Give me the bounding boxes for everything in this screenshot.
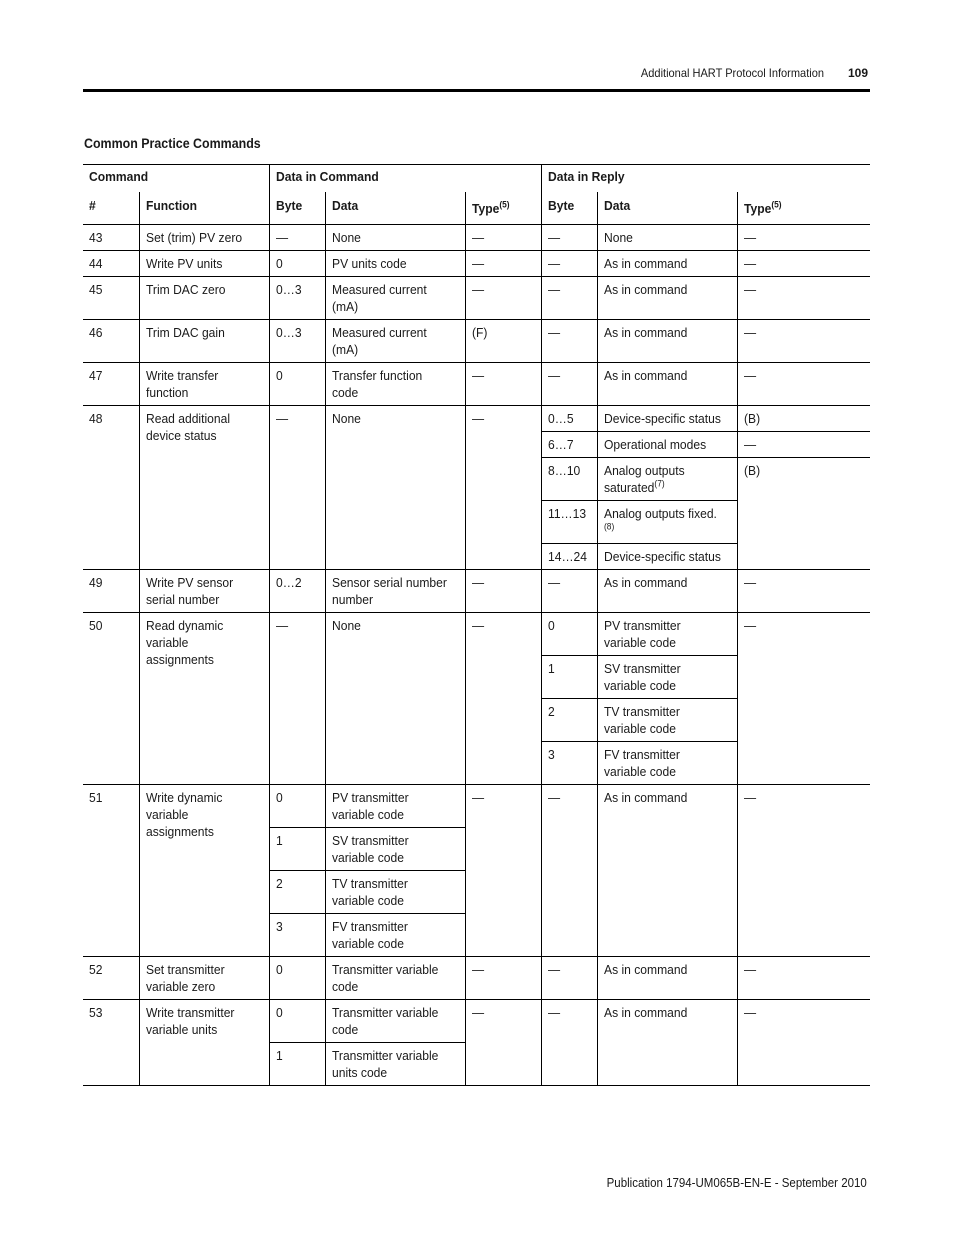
table-row — [83, 251, 870, 277]
cell-reply-type: (B) — [737, 406, 870, 432]
cell-reply-byte: 0 — [541, 613, 597, 656]
cell-number: 49 — [83, 570, 139, 613]
cell-cmd-data: TV transmitter variable code — [325, 871, 465, 914]
table-row — [83, 785, 870, 828]
cell-reply-type: — — [737, 613, 870, 785]
cell-reply-byte: — — [541, 277, 597, 320]
cell-cmd-data: Transmitter variable code — [325, 1000, 465, 1043]
cell-cmd-data: FV transmitter variable code — [325, 914, 465, 957]
cell-reply-type: — — [737, 957, 870, 1000]
table-row — [83, 957, 870, 1000]
cell-reply-type: — — [737, 570, 870, 613]
cell-cmd-data: None — [325, 613, 465, 785]
cell-number: 52 — [83, 957, 139, 1000]
cell-reply-data: Analog outputs fixed.$^{(8)}$ — [597, 501, 737, 544]
cell-cmd-data: PV units code — [325, 251, 465, 277]
running-header-section: Additional HART Protocol Information — [640, 66, 824, 80]
header-rule — [83, 89, 870, 92]
cell-reply-data: SV transmitter variable code — [597, 656, 737, 699]
cell-cmd-type: — — [465, 406, 541, 570]
cell-reply-data: Operational modes — [597, 432, 737, 458]
cell-reply-data: FV transmitter variable code — [597, 742, 737, 785]
cell-cmd-byte: 0 — [269, 785, 325, 828]
cell-cmd-byte: 0 — [269, 1000, 325, 1043]
footnote-ref: (8) — [603, 521, 614, 532]
page-number: 109 — [847, 66, 868, 80]
table-row — [83, 363, 870, 406]
cell-number: 45 — [83, 277, 139, 320]
col-header-cmd-type: Type$^{(5)}$ — [465, 192, 541, 225]
cell-number: 46 — [83, 320, 139, 363]
cell-function: Set (trim) PV zero — [139, 225, 269, 251]
cell-reply-data: As in command — [597, 1000, 737, 1086]
publication-footer: Publication 1794-UM065B-EN-E - September 2010 — [606, 1176, 867, 1190]
cell-reply-byte: — — [541, 957, 597, 1000]
col-header-cmd-byte: Byte — [269, 192, 325, 225]
cell-reply-type: — — [737, 277, 870, 320]
cell-cmd-data: SV transmitter variable code — [325, 828, 465, 871]
cell-cmd-byte: 0 — [269, 957, 325, 1000]
cell-reply-byte: 8…10 — [541, 458, 597, 501]
col-header-reply-type: Type$^{(5)}$ — [737, 192, 870, 225]
cell-cmd-type: — — [465, 957, 541, 1000]
cell-reply-byte: 0…5 — [541, 406, 597, 432]
cell-reply-byte: 14…24 — [541, 544, 597, 570]
cell-reply-type: — — [737, 225, 870, 251]
cell-reply-type: — — [737, 363, 870, 406]
col-header-function: Function — [139, 192, 269, 225]
cell-cmd-data: Measured current (mA) — [325, 277, 465, 320]
cell-cmd-data: Transmitter variable code — [325, 957, 465, 1000]
cell-number: 48 — [83, 406, 139, 570]
table-title: Common Practice Commands — [84, 136, 261, 151]
cell-reply-byte: — — [541, 225, 597, 251]
cell-reply-type: — — [737, 320, 870, 363]
cell-reply-data: As in command — [597, 320, 737, 363]
cell-reply-data: None — [597, 225, 737, 251]
cell-number: 47 — [83, 363, 139, 406]
col-header-cmd-data: Data — [325, 192, 465, 225]
table-row — [83, 320, 870, 363]
cell-cmd-data: Sensor serial number number — [325, 570, 465, 613]
cell-reply-byte: 2 — [541, 699, 597, 742]
cell-reply-byte: — — [541, 1000, 597, 1086]
cell-function: Trim DAC zero — [139, 277, 269, 320]
cell-function: Write PV units — [139, 251, 269, 277]
group-header-command: Command — [83, 165, 269, 193]
cell-reply-data: Analog outputs saturated$^{(7)}$ — [597, 458, 737, 501]
cell-reply-data: As in command — [597, 251, 737, 277]
cell-cmd-byte: 0…3 — [269, 320, 325, 363]
table-row — [83, 570, 870, 613]
table-row — [83, 1000, 870, 1043]
cell-cmd-type: — — [465, 1000, 541, 1086]
cell-function: Trim DAC gain — [139, 320, 269, 363]
cell-cmd-type: — — [465, 613, 541, 785]
cell-function: Read additional device status — [139, 406, 269, 570]
cell-function: Write transmitter variable units — [139, 1000, 269, 1086]
cell-cmd-byte: 1 — [269, 1043, 325, 1086]
table-row — [83, 277, 870, 320]
cell-reply-byte: — — [541, 363, 597, 406]
col-header-reply-data: Data — [597, 192, 737, 225]
cell-cmd-data: Transmitter variable units code — [325, 1043, 465, 1086]
cell-reply-byte: 1 — [541, 656, 597, 699]
col-header-number: # — [89, 198, 96, 213]
cell-reply-byte: 6…7 — [541, 432, 597, 458]
cell-cmd-type: — — [465, 251, 541, 277]
cell-cmd-type: — — [465, 363, 541, 406]
cmd-type-footnote-ref: (5) — [498, 199, 510, 210]
cell-cmd-data: Measured current (mA) — [325, 320, 465, 363]
cell-reply-data: As in command — [597, 785, 737, 957]
cell-cmd-byte: 0…2 — [269, 570, 325, 613]
group-header-row — [83, 165, 870, 193]
group-header-data-in-reply: Data in Reply — [541, 165, 870, 193]
cell-reply-byte: — — [541, 570, 597, 613]
cell-cmd-type: — — [465, 225, 541, 251]
cell-reply-byte: 11…13 — [541, 501, 597, 544]
cell-function: Read dynamic variable assignments — [139, 613, 269, 785]
cell-reply-data: Device-specific status — [597, 544, 737, 570]
footnote-ref: (7) — [653, 478, 665, 489]
cell-cmd-data: PV transmitter variable code — [325, 785, 465, 828]
cell-reply-type: — — [737, 432, 870, 458]
cell-reply-type: — — [737, 1000, 870, 1086]
cell-cmd-byte: 0 — [269, 363, 325, 406]
cell-number: 51 — [83, 785, 139, 957]
cell-cmd-byte: — — [269, 406, 325, 570]
cell-reply-type: — — [737, 251, 870, 277]
cell-number: 43 — [83, 225, 139, 251]
cell-reply-type: (B) — [737, 458, 870, 570]
cell-cmd-byte: — — [269, 225, 325, 251]
group-header-data-in-command: Data in Command — [269, 165, 541, 193]
cell-number: 44 — [83, 251, 139, 277]
cell-cmd-type: — — [465, 785, 541, 957]
cell-reply-byte: — — [541, 320, 597, 363]
column-header-row — [83, 192, 870, 225]
cell-reply-data: As in command — [597, 277, 737, 320]
cell-reply-data: Device-specific status — [597, 406, 737, 432]
cell-cmd-type: — — [465, 277, 541, 320]
cell-cmd-type: (F) — [465, 320, 541, 363]
cell-function: Write dynamic variable assignments — [139, 785, 269, 957]
cell-cmd-data: None — [325, 406, 465, 570]
cell-reply-byte: 3 — [541, 742, 597, 785]
cell-function: Write PV sensor serial number — [139, 570, 269, 613]
table-row — [83, 225, 870, 251]
cell-reply-byte: — — [541, 251, 597, 277]
cell-reply-byte: — — [541, 785, 597, 957]
cell-cmd-byte: 1 — [269, 828, 325, 871]
reply-type-footnote-ref: (5) — [770, 199, 782, 210]
cell-cmd-type: — — [465, 570, 541, 613]
cell-cmd-byte: 0 — [269, 251, 325, 277]
cell-cmd-byte: — — [269, 613, 325, 785]
col-header-reply-byte: Byte — [541, 192, 597, 225]
cell-reply-data: As in command — [597, 957, 737, 1000]
table-row — [83, 406, 870, 432]
cell-number: 53 — [83, 1000, 139, 1086]
common-practice-commands-table — [83, 164, 870, 1086]
cell-number: 50 — [83, 613, 139, 785]
cell-reply-type: — — [737, 785, 870, 957]
cell-cmd-byte: 0…3 — [269, 277, 325, 320]
cell-function: Set transmitter variable zero — [139, 957, 269, 1000]
cell-reply-data: PV transmitter variable code — [597, 613, 737, 656]
table-row — [83, 613, 870, 656]
cell-cmd-data: None — [325, 225, 465, 251]
cell-cmd-byte: 2 — [269, 871, 325, 914]
cell-function: Write transfer function — [139, 363, 269, 406]
cell-reply-data: As in command — [597, 570, 737, 613]
cell-reply-data: TV transmitter variable code — [597, 699, 737, 742]
cell-cmd-byte: 3 — [269, 914, 325, 957]
cell-cmd-data: Transfer function code — [325, 363, 465, 406]
cell-reply-data: As in command — [597, 363, 737, 406]
